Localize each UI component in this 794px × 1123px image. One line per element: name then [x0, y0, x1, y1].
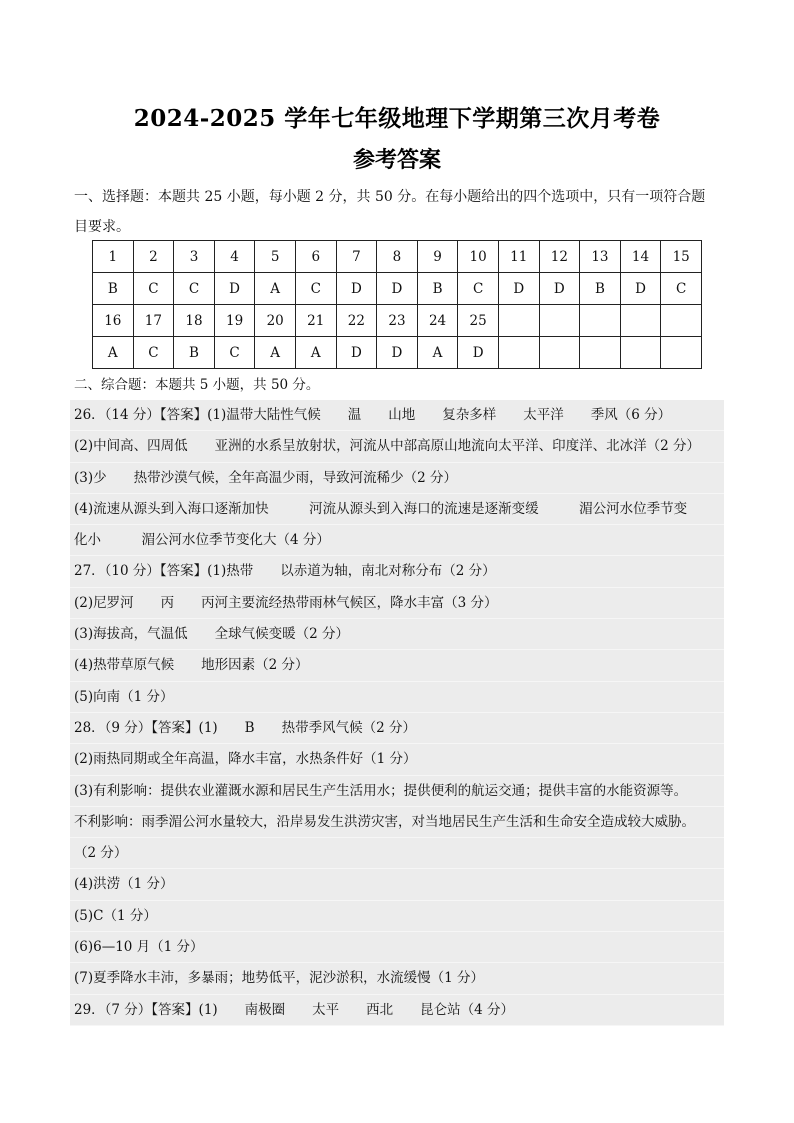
answer-line: （2 分）: [70, 838, 724, 869]
answer-line: (4)流速从源头到入海口逐渐加快 河流从源头到入海口的流速是逐渐变缓 湄公河水位季节变: [70, 494, 724, 525]
question-number-cell: 3: [174, 241, 215, 273]
question-number-cell: 12: [539, 241, 580, 273]
answer-cell: D: [539, 273, 580, 305]
answer-line: (5)向南（1 分）: [70, 682, 724, 713]
question-number-cell: 14: [620, 241, 661, 273]
answer-cell: C: [661, 273, 702, 305]
answer-line: (3)海拔高，气温低 全球气候变暖（2 分）: [70, 619, 724, 650]
question-number-cell: 5: [255, 241, 296, 273]
table-row: [93, 305, 702, 337]
table-row: [93, 337, 702, 369]
question-number-cell: 22: [336, 305, 377, 337]
answer-cell: D: [620, 273, 661, 305]
answer-cell: B: [580, 273, 621, 305]
answer-cell: D: [458, 337, 499, 369]
answer-cell: C: [133, 273, 174, 305]
answer-cell: [580, 337, 621, 369]
question-number-cell: 9: [417, 241, 458, 273]
section1-heading: [74, 182, 734, 242]
answer-cell: B: [417, 273, 458, 305]
answer-cell: D: [498, 273, 539, 305]
answer-cell: C: [133, 337, 174, 369]
question-number-cell: 21: [295, 305, 336, 337]
answer-line: (3)少 热带沙漠气候，全年高温少雨，导致河流稀少（2 分）: [70, 463, 724, 494]
answer-line: (7)夏季降水丰沛，多暴雨；地势低平，泥沙淤积，水流缓慢（1 分）: [70, 963, 724, 994]
table-row: [93, 241, 702, 273]
table-row: [93, 273, 702, 305]
question-number-cell: 24: [417, 305, 458, 337]
answer-cell: [661, 337, 702, 369]
answer-line: 27．（10 分）【答案】(1)热带 以赤道为轴，南北对称分布（2 分）: [70, 556, 724, 587]
question-number-cell: 6: [295, 241, 336, 273]
answer-cell: D: [336, 337, 377, 369]
section2-heading: 二、综合题：本题共 5 小题，共 50 分。: [74, 377, 320, 393]
answer-line: 化小 湄公河水位季节变化大（4 分）: [70, 525, 724, 556]
page-subtitle: 参考答案: [352, 147, 441, 173]
answer-cell: D: [377, 337, 418, 369]
answer-cell: D: [336, 273, 377, 305]
answer-line: (4)洪涝（1 分）: [70, 869, 724, 900]
answer-cell: B: [93, 273, 134, 305]
answer-line: 不利影响：雨季湄公河水量较大，沿岸易发生洪涝灾害，对当地居民生产生活和生命安全造成较大威胁。: [70, 807, 724, 838]
question-number-cell: 1: [93, 241, 134, 273]
question-number-cell: [620, 305, 661, 337]
question-number-cell: 2: [133, 241, 174, 273]
answer-line: (3)有利影响：提供农业灌溉水源和居民生产生活用水；提供便利的航运交通；提供丰富的水能资源等。: [70, 776, 724, 807]
answer-cell: A: [295, 337, 336, 369]
answer-line: 26．（14 分）【答案】(1)温带大陆性气候 温 山地 复杂多样 太平洋 季风（6 分）: [70, 400, 724, 431]
answer-line: (6)6—10 月（1 分）: [70, 932, 724, 963]
answer-line: (4)热带草原气候 地形因素（2 分）: [70, 650, 724, 681]
question-number-cell: 20: [255, 305, 296, 337]
answer-cell: C: [295, 273, 336, 305]
question-number-cell: 13: [580, 241, 621, 273]
answer-line: 28．（9 分）【答案】(1) B 热带季风气候（2 分）: [70, 713, 724, 744]
question-number-cell: [580, 305, 621, 337]
answer-list: [70, 400, 724, 1026]
answer-cell: C: [214, 337, 255, 369]
answer-cell: [539, 337, 580, 369]
question-number-cell: 8: [377, 241, 418, 273]
answer-line: (2)中间高、四周低 亚洲的水系呈放射状，河流从中部高原山地流向太平洋、印度洋、北冰洋（2 分）: [70, 431, 724, 462]
question-number-cell: 11: [498, 241, 539, 273]
question-number-cell: 23: [377, 305, 418, 337]
answer-line: (5)C（1 分）: [70, 901, 724, 932]
section1-heading-line2: 目要求。: [74, 219, 130, 235]
question-number-cell: 7: [336, 241, 377, 273]
answer-cell: C: [458, 273, 499, 305]
question-number-cell: 15: [661, 241, 702, 273]
answer-table: [92, 240, 702, 369]
question-number-cell: 25: [458, 305, 499, 337]
answer-cell: A: [255, 337, 296, 369]
question-number-cell: [661, 305, 702, 337]
question-number-cell: 17: [133, 305, 174, 337]
question-number-cell: 16: [93, 305, 134, 337]
answer-line: 29．（7 分）【答案】(1) 南极圈 太平 西北 昆仑站（4 分）: [70, 995, 724, 1026]
question-number-cell: 18: [174, 305, 215, 337]
answer-cell: D: [214, 273, 255, 305]
question-number-cell: [539, 305, 580, 337]
answer-line: (2)雨热同期或全年高温，降水丰富，水热条件好（1 分）: [70, 744, 724, 775]
answer-cell: B: [174, 337, 215, 369]
answer-cell: D: [377, 273, 418, 305]
question-number-cell: [498, 305, 539, 337]
answer-cell: C: [174, 273, 215, 305]
answer-cell: [498, 337, 539, 369]
answer-line: (2)尼罗河 丙 丙河主要流经热带雨林气候区，降水丰富（3 分）: [70, 588, 724, 619]
answer-cell: A: [93, 337, 134, 369]
question-number-cell: 4: [214, 241, 255, 273]
page-title: 2024-2025 学年七年级地理下学期第三次月考卷: [133, 105, 661, 132]
question-number-cell: 10: [458, 241, 499, 273]
answer-cell: A: [255, 273, 296, 305]
answer-cell: A: [417, 337, 458, 369]
section1-heading-line1: 一、选择题：本题共 25 小题，每小题 2 分，共 50 分。在每小题给出的四个选项中，只有一项符合题: [74, 189, 706, 205]
answer-cell: [620, 337, 661, 369]
question-number-cell: 19: [214, 305, 255, 337]
